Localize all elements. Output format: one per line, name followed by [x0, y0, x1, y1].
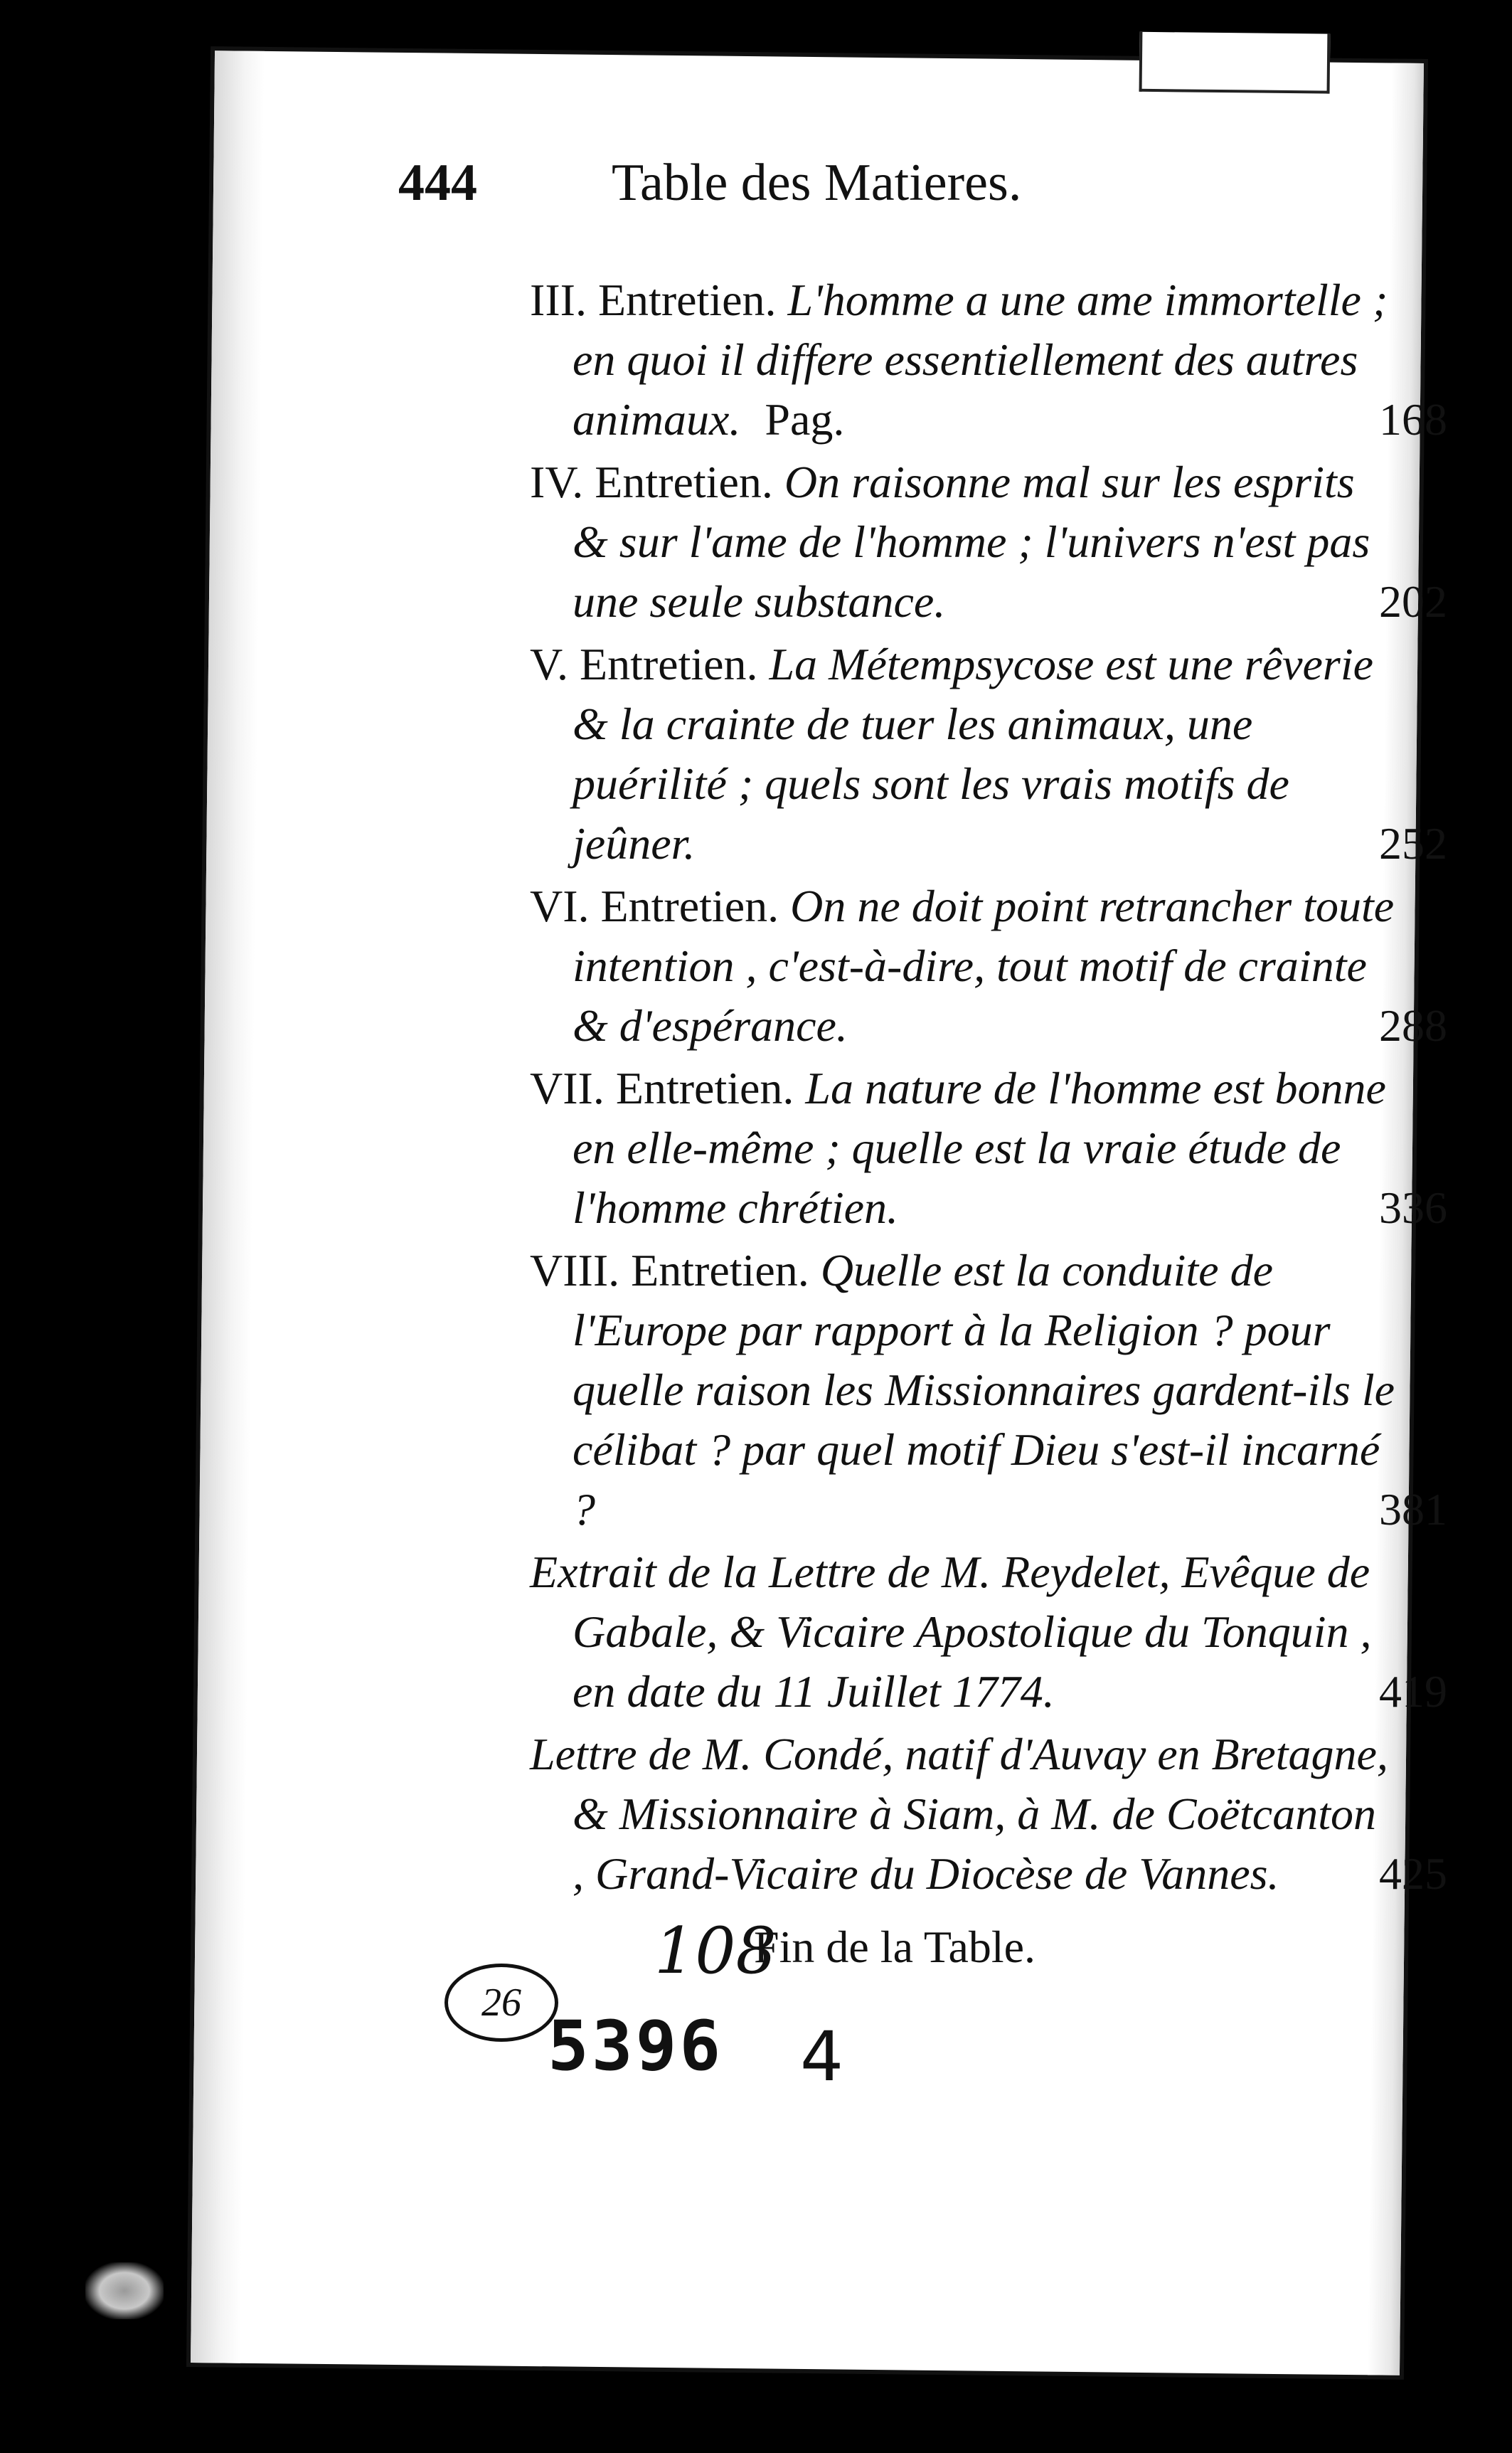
circled-number-text: 26	[481, 1981, 521, 2025]
shelfmark-volume: 4	[800, 2017, 844, 2097]
entry-description: On raisonne mal sur les esprits & sur l'ame de l'homme ; l'univers n'est pas une seule substance.	[573, 457, 1370, 627]
page-tab	[1139, 32, 1331, 94]
toc-entry	[530, 1542, 1447, 1722]
toc-entry	[530, 1724, 1447, 1904]
entry-heading: VI. Entretien.	[530, 881, 779, 931]
entry-heading: VII. Entretien.	[530, 1063, 794, 1113]
page-smudge	[85, 2262, 164, 2319]
entry-description: L'homme a une ame immortelle ; en quoi il differe essentiellement des autres animaux.	[573, 275, 1388, 445]
entry-page-number: 168	[1379, 394, 1447, 445]
running-title: Table des Matieres.	[612, 154, 1022, 212]
entry-description: La nature de l'homme est bonne en elle-même ; quelle est la vraie étude de l'homme chrétien.	[573, 1063, 1386, 1233]
toc-entry	[530, 452, 1447, 632]
toc-entry	[530, 1059, 1447, 1238]
handwritten-number: 108	[654, 1914, 777, 1988]
entry-page-number: 425	[1379, 1848, 1447, 1899]
entry-page-number: 288	[1379, 1000, 1447, 1051]
entry-page-number: 252	[1379, 818, 1447, 869]
entry-page-number: 336	[1379, 1182, 1447, 1233]
entry-heading: IV. Entretien.	[530, 457, 773, 507]
entry-heading: Extrait de la Lettre de M. Reydelet, Evêque de Gabale, & Vicaire Apostolique du Tonquin , en date du 11 Juillet 1774.	[530, 1547, 1372, 1717]
entry-description: On ne doit point retrancher toute intention , c'est-à-dire, tout motif de crainte & d'espérance.	[573, 881, 1395, 1051]
entry-description: La Métempsycose est une rêverie & la crainte de tuer les animaux, une puérilité ; quels sont les vrais motifs de jeûner.	[573, 639, 1373, 869]
entry-heading: III. Entretien.	[530, 275, 777, 325]
shelfmark-stamp: 5396	[548, 2006, 724, 2086]
circled-library-number	[444, 1964, 558, 2042]
toc-entry	[530, 270, 1447, 450]
entry-page-number: 202	[1379, 576, 1447, 627]
page-gutter	[191, 51, 265, 2363]
entry-heading: Lettre de M. Condé, natif d'Auvay en Bretagne, & Missionnaire à Siam, à M. de Coëtcanton , Grand-Vicaire du Diocèse de Vannes.	[530, 1729, 1388, 1899]
entry-heading: VIII. Entretien.	[530, 1245, 809, 1296]
toc-entry	[530, 1241, 1447, 1540]
entry-pag-label: Pag.	[765, 394, 845, 445]
toc-entry	[530, 876, 1447, 1056]
table-of-contents	[530, 270, 1447, 1907]
toc-entry	[530, 635, 1447, 874]
end-of-table: Fin de la Table.	[754, 1922, 1036, 1972]
entry-description: Quelle est la conduite de l'Europe par rapport à la Religion ? pour quelle raison les Missionnaires gardent-ils le célibat ? par quel motif Dieu s'est-il incarné ?	[573, 1245, 1395, 1535]
entry-heading: V. Entretien.	[530, 639, 758, 689]
entry-page-number: 381	[1379, 1484, 1447, 1535]
page-number: 444	[398, 154, 477, 212]
entry-page-number: 419	[1379, 1666, 1447, 1717]
